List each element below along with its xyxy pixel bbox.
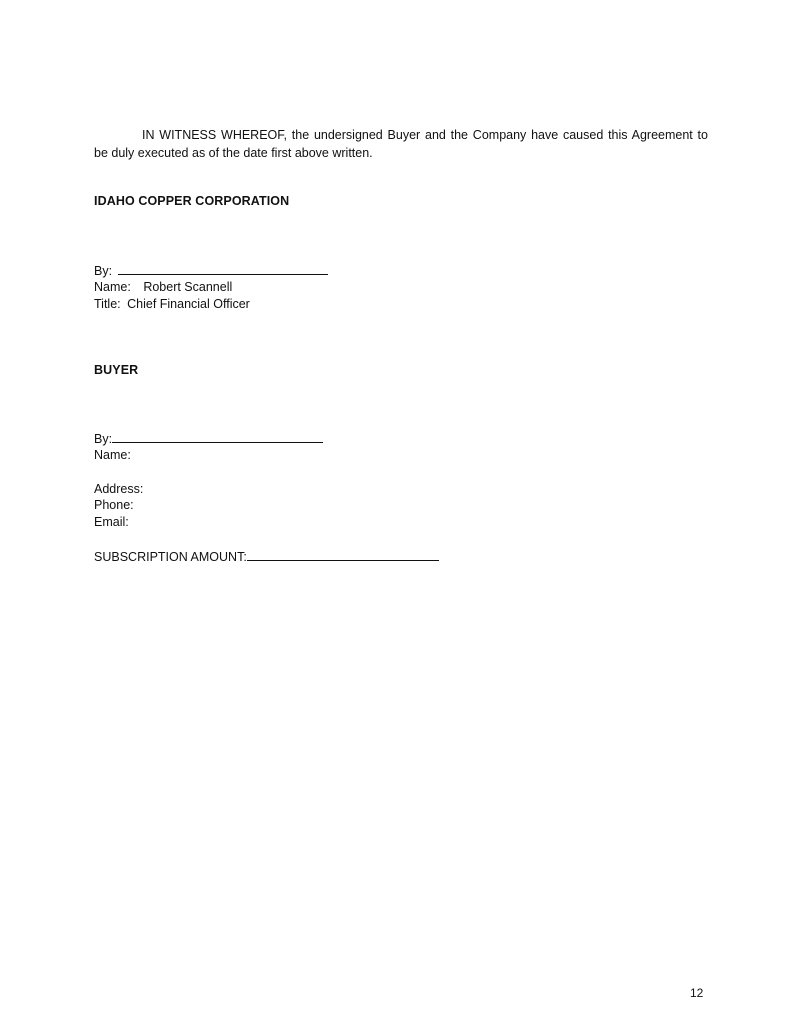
subscription-amount-label: SUBSCRIPTION AMOUNT: — [94, 550, 247, 564]
company-signature-blank[interactable] — [118, 262, 328, 275]
buyer-name-line — [94, 447, 131, 464]
company-name-value: Robert Scannell — [143, 280, 233, 294]
buyer-phone-line — [94, 497, 134, 514]
company-title-label: Title: — [94, 297, 121, 311]
company-signature-line — [94, 262, 328, 280]
buyer-name-label: Name: — [94, 448, 131, 462]
buyer-email-line — [94, 514, 129, 531]
company-title-line — [94, 296, 250, 313]
buyer-signature-blank[interactable] — [112, 430, 323, 443]
buyer-address-label: Address: — [94, 482, 144, 496]
company-name-label: Name: — [94, 280, 131, 294]
company-title-value: Chief Financial Officer — [127, 297, 250, 311]
buyer-by-label: By: — [94, 432, 113, 446]
buyer-heading: BUYER — [94, 363, 139, 377]
buyer-address-line — [94, 481, 143, 498]
buyer-email-label: Email: — [94, 515, 129, 529]
witness-clause-text: IN WITNESS WHEREOF, the undersigned Buyer and the Company have caused this Agreement to be duly executed as of the date first above written. — [94, 128, 708, 160]
buyer-phone-label: Phone: — [94, 498, 134, 512]
company-heading: IDAHO COPPER CORPORATION — [94, 194, 290, 208]
buyer-signature-line — [94, 430, 323, 448]
page-number: 12 — [690, 986, 704, 1000]
company-by-label: By: — [94, 264, 113, 278]
witness-clause — [94, 126, 708, 162]
subscription-amount-line — [94, 548, 439, 566]
subscription-amount-blank[interactable] — [247, 548, 439, 561]
company-name-line — [94, 279, 232, 296]
